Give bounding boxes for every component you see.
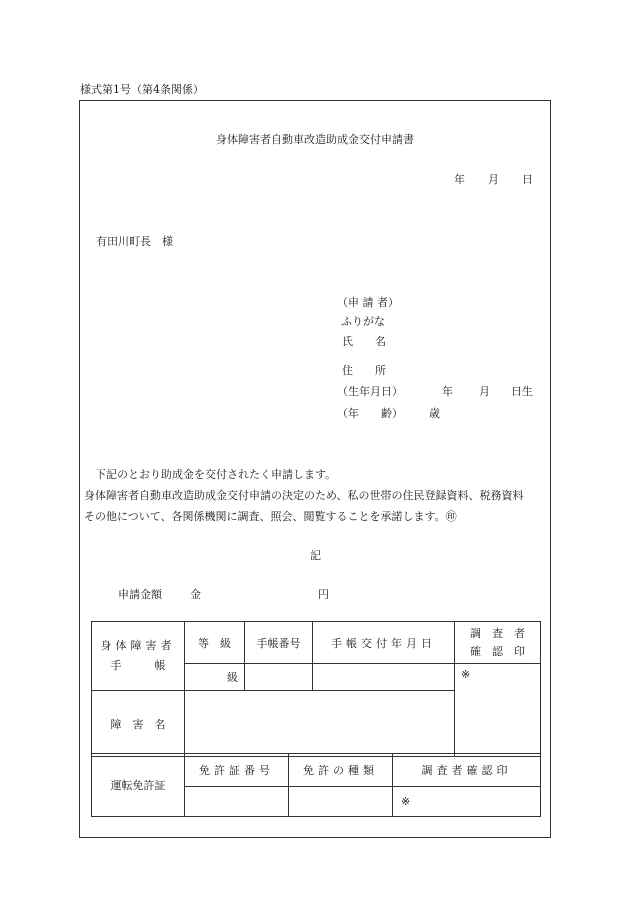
amount-unit: 円 [318, 588, 329, 601]
body-line-2: 身体障害者自動車改造助成金交付申請の決定のため、私の世帯の住民登録資料、税務資料 [84, 489, 524, 502]
form-label: 様式第1号（第4条関係） [80, 83, 204, 96]
inspector-seal-header: 調査者確認印 [393, 754, 541, 787]
disability-label: 障 害 名 [92, 691, 185, 757]
record-mark: 記 [310, 549, 321, 562]
inspector-seal-cell [455, 664, 541, 757]
note-mark: ※ [461, 668, 471, 681]
license-table [91, 753, 541, 817]
birth-month: 月 [479, 385, 490, 398]
inspector-header-2: 確 認 印 [470, 644, 525, 658]
body-line-3: その他について、各関係機関に調査、照会、閲覧することを承諾します。㊞ [84, 510, 457, 523]
date-day: 日 [522, 173, 533, 186]
license-label: 運転免許証 [92, 754, 185, 817]
handbook-label-cell [92, 622, 185, 691]
license-note-cell [393, 787, 541, 817]
furigana-label: ふりがな [341, 315, 385, 328]
issue-date-value [313, 664, 455, 691]
license-type-header: 免許の種類 [289, 754, 393, 787]
handbook-label-1: 身体障害者 [100, 639, 176, 652]
number-header: 手帳番号 [245, 622, 313, 664]
applicant-heading: （申 請 者） [337, 296, 399, 309]
amount-label: 申請金額 [118, 588, 162, 601]
form-title: 身体障害者自動車改造助成金交付申請書 [216, 133, 414, 146]
age-unit: 歳 [429, 407, 440, 420]
license-number-value [185, 787, 289, 817]
handbook-table [91, 621, 541, 757]
name-label: 氏 名 [342, 335, 386, 348]
date-year: 年 [454, 173, 465, 186]
disability-value [185, 691, 455, 757]
amount-currency: 金 [190, 588, 201, 601]
issue-date-header: 手帳交付年月日 [313, 622, 455, 664]
license-number-header: 免許証番号 [185, 754, 289, 787]
inspector-header-1: 調 査 者 [470, 626, 525, 640]
address-label: 住 所 [342, 364, 386, 377]
birth-day: 日生 [511, 385, 533, 398]
handbook-label-2: 手 帳 [110, 659, 166, 672]
license-type-value [289, 787, 393, 817]
date-month: 月 [488, 173, 499, 186]
grade-header: 等 級 [185, 622, 245, 664]
age-label: （年 齢） [337, 407, 403, 420]
birth-label: （生年月日） [337, 385, 403, 398]
license-note-mark: ※ [401, 795, 411, 808]
number-value [245, 664, 313, 691]
birth-year: 年 [442, 385, 453, 398]
inspector-header-cell [455, 622, 541, 664]
body-line-1: 下記のとおり助成金を交付されたく申請します。 [95, 468, 337, 481]
grade-unit: 級 [185, 664, 245, 691]
addressee: 有田川町長 様 [96, 235, 173, 248]
